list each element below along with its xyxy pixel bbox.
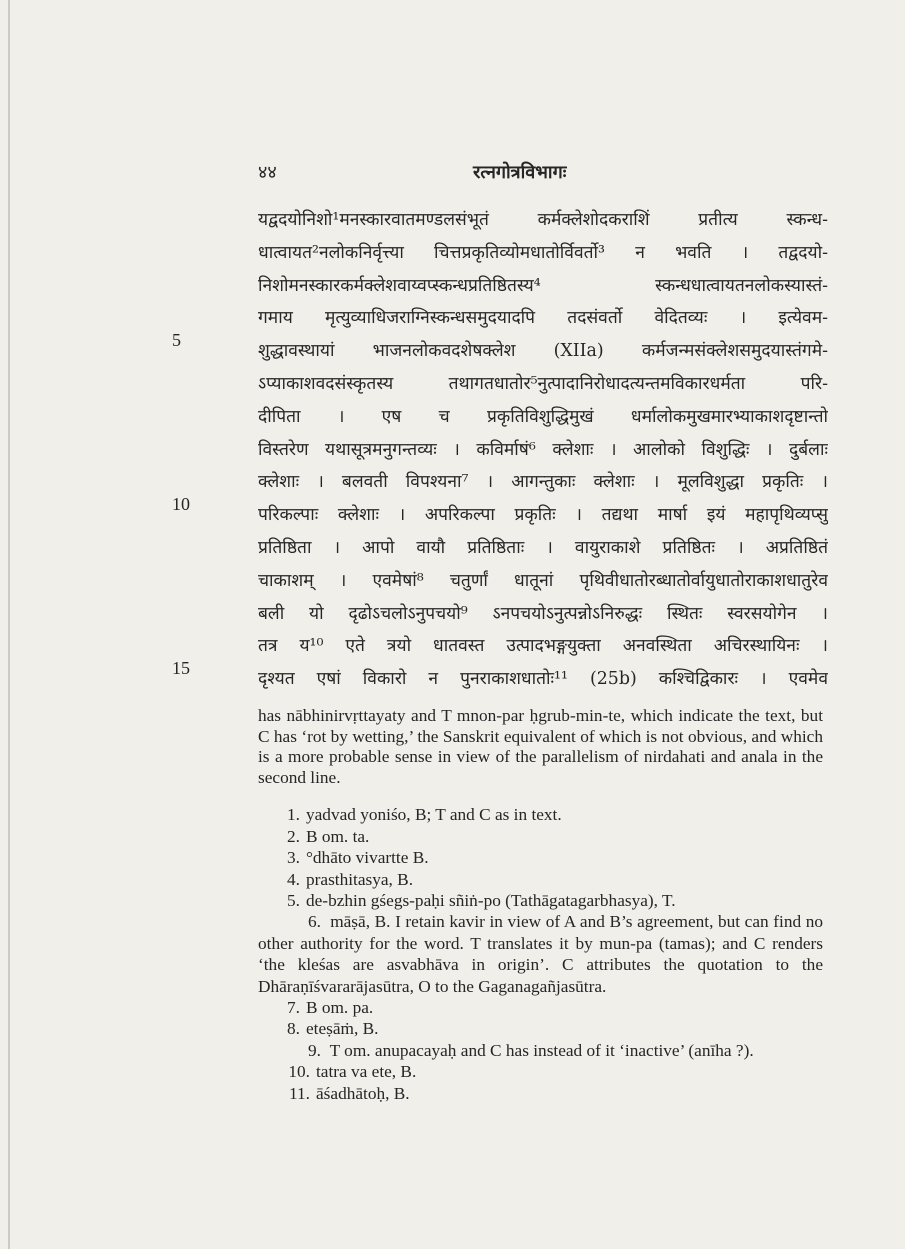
sanskrit-line: दीपिता । एष च प्रकृतिविशुद्धिमुखं धर्मालोकमुखमारभ्याकाशदृष्टान्तो [258,406,828,427]
page-number: ४४ [258,162,277,183]
footnote-text: de-bzhin gśegs-paḥi sñiṅ-po (Tathāgatagarbhasya), T. [306,891,676,910]
page-header [258,160,818,186]
sanskrit-line: बली यो दृढोऽचलोऽनुपचयो⁹ ऽनपचयोऽनुत्पन्नोऽनिरुद्धः स्थितः स्वरसयोगेन । [258,603,828,624]
footnote-text: B om. pa. [306,998,374,1018]
footnote-item [258,911,823,997]
footnote-number: 6. [308,912,321,932]
sanskrit-line: गमाय मृत्युव्याधिजराग्निस्कन्धसमुदयादपि तदसंवर्तो वेदितव्यः । इत्येवम- [258,308,828,329]
sanskrit-line: निशोमनस्कारकर्मक्लेशवाय्वप्स्कन्धप्रतिष्ठितस्य⁴ स्कन्धधात्वायतनलोकस्यास्तं- [258,275,828,296]
sanskrit-line: चाकाशम् । एवमेषां⁸ चतुर्णां धातूनां पृथिवीधातोरब्धातोर्वायुधातोराकाशधातुरेव [258,570,828,591]
footnote-text: B om. ta. [306,826,370,846]
footnote-item [258,1040,823,1061]
sanskrit-line: प्रतिष्ठिता । आपो वायौ प्रतिष्ठिताः । वायुराकाशे प्रतिष्ठितः । अप्रतिष्ठितं [258,537,828,558]
footnote-number: 5. [287,891,300,910]
sanskrit-line: तत्र य¹⁰ एते त्रयो धातवस्त उत्पादभङ्गयुक्ता अनवस्थिता अचिरस्थायिनः । [258,636,828,657]
footnote-item [258,826,823,847]
footnote-text: T om. anupacayaḥ and C has instead of it ‘inactive’ (anīha ?). [329,1040,754,1060]
sanskrit-line: यद्वदयोनिशो¹मनस्कारवातमण्डलसंभूतं कर्मक्लेशोदकराशिं प्रतीत्य स्कन्ध- [258,210,828,230]
footnote-item [258,847,823,868]
footnote-text: eteṣāṁ, B. [306,1019,379,1039]
sanskrit-line: शुद्धावस्थायां भाजनलोकवदशेषक्लेश (XIIa) कर्मजन्मसंक्लेशसमुदयास्तंगमे- [258,341,828,362]
footnote-text: āśadhātoḥ, B. [316,1083,410,1103]
footnote-item [258,1083,823,1104]
sanskrit-line: विस्तरेण यथासूत्रमनुगन्तव्यः । कविर्माषं⁶ क्लेशाः । आलोको विशुद्धिः । दुर्बलाः [258,439,828,460]
footnote-list [258,804,823,1104]
footnote-number: 3. [287,848,300,868]
footnote-number: 1. [287,805,300,825]
footnote-number: 11. [289,1083,310,1103]
running-title: रत्नगोत्रविभागः [473,162,567,183]
sanskrit-text [258,204,828,696]
footnote-text: °dhāto vivartte B. [306,848,429,868]
footnote-number: 10. [288,1062,310,1082]
sanskrit-line: परिकल्पाः क्लेशाः । अपरिकल्पा प्रकृतिः । तद्यथा मार्षा इयं महापृथिव्यप्सु [258,505,828,526]
footnote-number: 2. [287,826,300,846]
sanskrit-line: दृश्यत एषां विकारो न पुनराकाशधातोः¹¹ (25b) कश्चिद्विकारः । एवमेव [258,669,828,690]
footnote-text: māṣā, B. I retain kavir in view of A and B’s agreement, but can find no other authority for the word. T translates it by mun-pa (tamas); and C renders ‘the kleśas are asvabhāva in origin’. C attributes the quotation to the Dhāraṇīśvararājasūtra, O to the Gaganagañjasūtra. [258,912,823,996]
footnote-text: tatra va ete, B. [316,1062,417,1082]
footnote-number: 7. [287,998,300,1018]
footnote-item [258,1018,823,1039]
footnote-text: prasthitasya, B. [306,869,414,889]
footnote-item [258,997,823,1018]
footnotes [258,706,823,1104]
sanskrit-line: धात्वायत²नलोकनिर्वृत्त्या चित्तप्रकृतिव्योमधातोर्विवर्तो³ न भवति । तद्वदयो- [258,242,828,263]
footnote-continuation: has nābhinirvṛttayaty and T mnon-par ḥgrub-min-te, which indicate the text, but C has ‘rot by wetting,’ the Sanskrit equivalent of which is not obvious, and which is a more probable sense in view of the parallelism of nirdahati and anala in the second line. [258,706,823,787]
sanskrit-line: क्लेशाः । बलवती विपश्यना⁷ । आगन्तुकाः क्लेशाः । मूलविशुद्धा प्रकृतिः । [258,472,828,493]
footnote-item [258,869,823,890]
footnote-item [258,890,823,911]
page-edge [8,0,10,1249]
footnote-text: yadvad yoniśo, B; T and C as in text. [306,805,562,825]
footnote-number: 4. [287,869,300,889]
footnote-item [258,804,823,825]
line-number-5: 5 [172,330,181,350]
sanskrit-line: ऽप्याकाशवदसंस्कृतस्य तथागतधातोर⁵नुत्पादानिरोधादत्यन्तमविकारधर्मता परि- [258,373,828,394]
footnote-number: 9. [308,1040,321,1060]
footnote-number: 8. [287,1019,300,1039]
footnote-item [258,1061,823,1082]
line-number-15: 15 [172,658,190,678]
line-number-10: 10 [172,494,190,514]
